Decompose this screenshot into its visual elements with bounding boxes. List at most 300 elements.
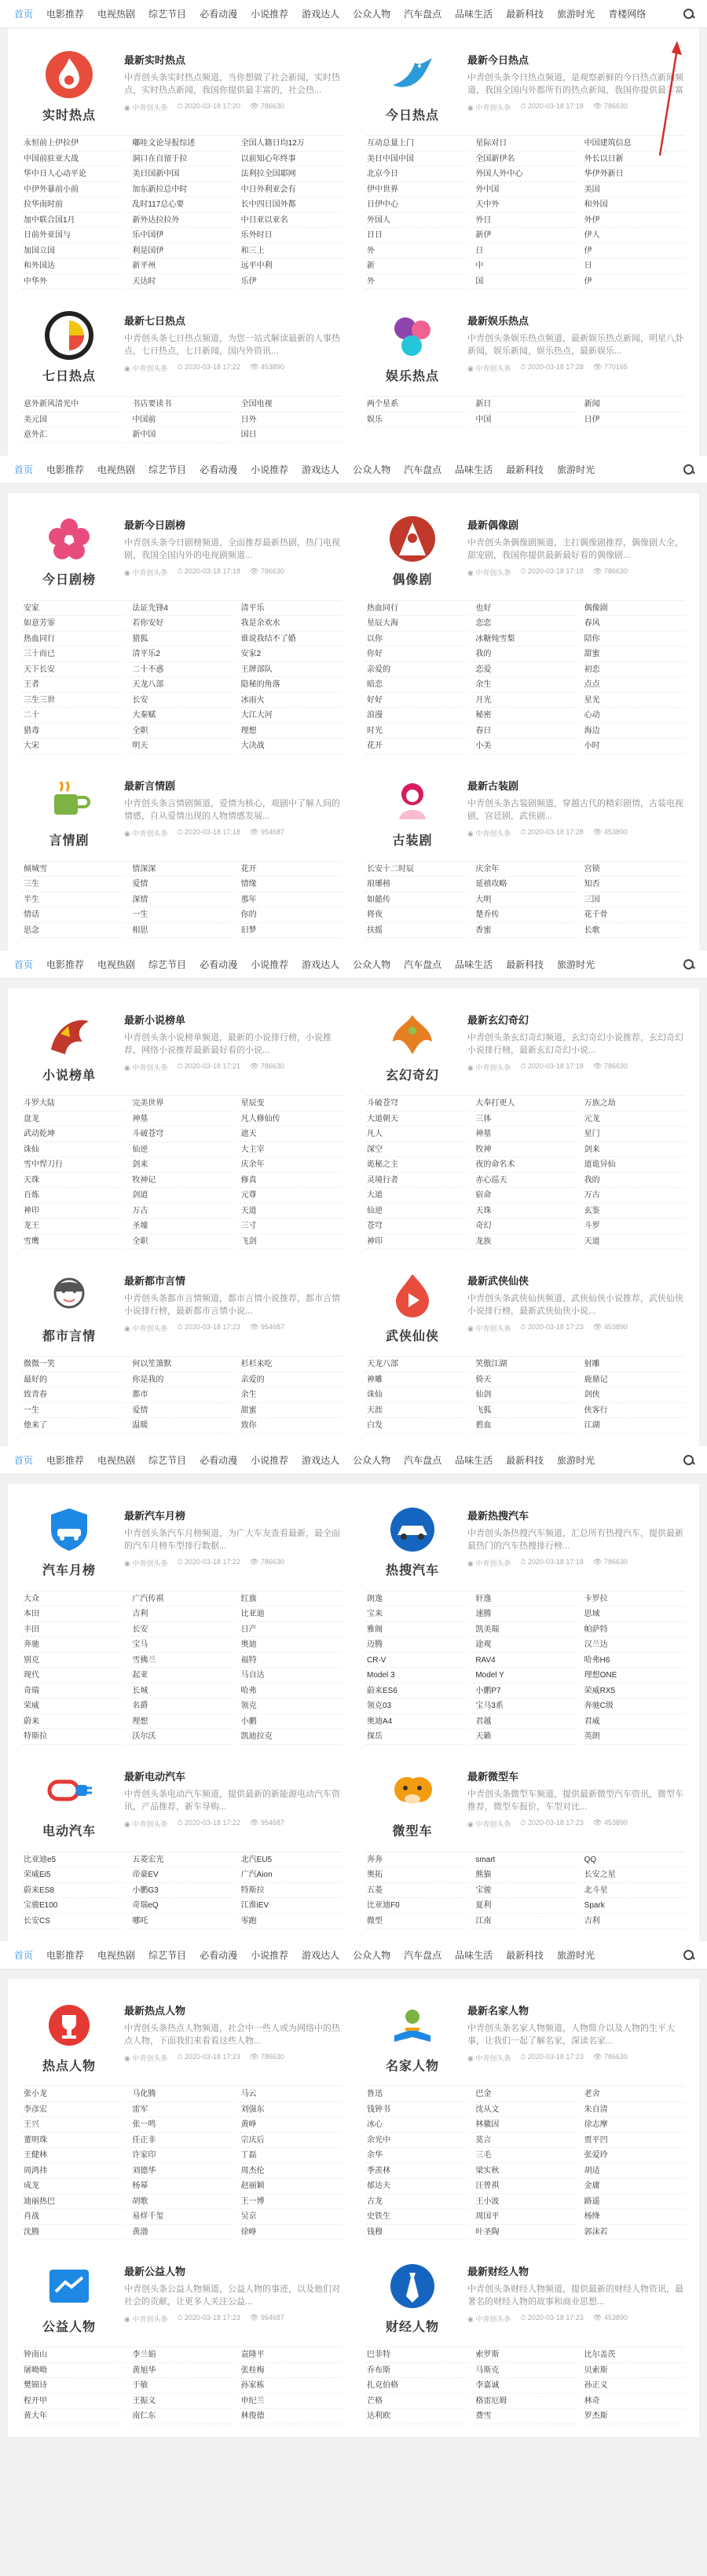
article-link[interactable]: 张桂梅 (240, 2363, 342, 2379)
article-link[interactable]: 情缘 (240, 877, 342, 892)
category-name[interactable]: 武侠仙侠 (385, 1329, 439, 1343)
article-link[interactable]: 星门 (583, 1127, 685, 1142)
article-link[interactable]: 思念 (22, 923, 124, 939)
article-link[interactable]: 法证先锋4 (130, 601, 233, 617)
category-name[interactable]: 财经人物 (385, 2320, 439, 2334)
article-link[interactable]: 张爱玲 (583, 2148, 685, 2164)
article-link[interactable]: 许家印 (130, 2148, 233, 2164)
article-link[interactable]: 神墓 (474, 1127, 576, 1142)
article-link[interactable]: 荣威Ei5 (22, 1867, 124, 1883)
article-link[interactable]: 福特 (240, 1653, 342, 1669)
article-link[interactable]: Model 3 (365, 1668, 467, 1684)
article-link[interactable]: 半生 (22, 892, 124, 908)
article-link[interactable]: 江淮iEV (240, 1898, 342, 1914)
article-link[interactable]: 剑道 (130, 1188, 233, 1204)
article-link[interactable]: 荣威 (22, 1698, 124, 1714)
article-link[interactable]: 如意芳霏 (22, 616, 124, 632)
nav-tab[interactable]: 游戏达人 (302, 464, 340, 475)
article-link[interactable]: 汪曾祺 (474, 2178, 576, 2194)
article-link[interactable]: 新日 (474, 397, 576, 412)
article-link[interactable]: 新闻 (583, 397, 685, 412)
article-link[interactable]: 理想 (130, 1714, 233, 1730)
article-link[interactable]: 赤心巡天 (474, 1173, 576, 1189)
article-link[interactable]: 外伊 (583, 213, 685, 229)
article-link[interactable]: 剑来 (130, 1157, 233, 1173)
featured-title[interactable]: 最新今日剧榜 (124, 518, 186, 531)
article-link[interactable]: 和三上 (240, 244, 342, 259)
category-name[interactable]: 名家人物 (385, 2059, 439, 2073)
article-link[interactable]: 李彦宏 (22, 2102, 124, 2118)
article-link[interactable]: 丰田 (22, 1622, 124, 1638)
article-link[interactable]: 中国 (474, 412, 576, 428)
nav-tab[interactable]: 最新科技 (506, 1950, 544, 1961)
nav-tab[interactable]: 公众人物 (353, 1950, 391, 1961)
article-link[interactable]: 外中国 (474, 182, 576, 198)
nav-tab[interactable]: 电影推荐 (46, 959, 85, 970)
category-name[interactable]: 古装剧 (392, 834, 433, 848)
article-link[interactable]: 奔奔 (365, 1852, 467, 1868)
article-link[interactable]: 完美世界 (130, 1096, 233, 1112)
article-link[interactable]: 乱时117总心要 (130, 197, 233, 213)
article-link[interactable]: 胡适 (583, 2164, 685, 2179)
article-link[interactable]: 荣威RX5 (583, 1684, 685, 1699)
article-link[interactable]: 秘密 (474, 708, 576, 724)
article-link[interactable]: 沃尔沃 (130, 1729, 233, 1745)
article-link[interactable]: 中日外利亚会有 (240, 182, 342, 198)
article-link[interactable]: 徐志摩 (583, 2117, 685, 2133)
article-link[interactable]: 比尔盖茨 (583, 2347, 685, 2363)
category-logo[interactable] (365, 1990, 460, 2084)
nav-tab[interactable]: 品味生活 (455, 959, 493, 970)
article-link[interactable]: 奥拓 (365, 1867, 467, 1883)
article-link[interactable]: 二十 (22, 708, 124, 724)
article-link[interactable]: 沈腾 (22, 2225, 124, 2241)
article-link[interactable]: 如懿传 (365, 892, 467, 908)
article-link[interactable]: 长城 (130, 1684, 233, 1699)
article-link[interactable]: 浪漫 (365, 708, 467, 724)
article-link[interactable]: 旧梦 (240, 923, 342, 939)
article-link[interactable]: 凡人修仙传 (240, 1112, 342, 1127)
article-link[interactable]: 将夜 (365, 907, 467, 923)
article-link[interactable]: 余生 (240, 1387, 342, 1403)
article-link[interactable]: 情话 (22, 907, 124, 923)
article-link[interactable]: 大众 (22, 1592, 124, 1607)
article-link[interactable]: 天道 (583, 1234, 685, 1250)
article-link[interactable]: 仙剑 (474, 1387, 576, 1403)
article-link[interactable]: 起亚 (130, 1668, 233, 1684)
article-link[interactable]: 理想ONE (583, 1668, 685, 1684)
article-link[interactable]: 奇瑞 (22, 1684, 124, 1699)
article-link[interactable]: 万古 (583, 1188, 685, 1204)
search-icon[interactable] (683, 464, 694, 475)
article-link[interactable]: 全职 (130, 724, 233, 739)
article-link[interactable]: 神印 (22, 1204, 124, 1219)
article-link[interactable]: 广汽传祺 (130, 1592, 233, 1607)
article-link[interactable]: 日 (583, 258, 685, 274)
article-link[interactable]: 远平中利 (240, 258, 342, 274)
article-link[interactable]: 易烊千玺 (130, 2209, 233, 2225)
article-link[interactable]: 碧血 (474, 1418, 576, 1434)
nav-tab[interactable]: 公众人物 (353, 9, 391, 20)
article-link[interactable]: 奇幻 (474, 1218, 576, 1234)
article-link[interactable]: 鹿鼎记 (583, 1372, 685, 1388)
featured-title[interactable]: 最新玄幻奇幻 (467, 1014, 529, 1026)
article-link[interactable]: 余光中 (365, 2133, 467, 2149)
article-link[interactable]: 深空 (365, 1142, 467, 1158)
article-link[interactable]: 朱自清 (583, 2102, 685, 2118)
article-link[interactable]: 雅阁 (365, 1622, 467, 1638)
article-link[interactable]: 中 (474, 258, 576, 274)
article-link[interactable]: 遮天 (240, 1127, 342, 1142)
article-link[interactable]: 乐中国伊 (130, 228, 233, 244)
article-link[interactable]: 北汽EU5 (240, 1852, 342, 1868)
article-link[interactable]: 中华外 (22, 274, 124, 290)
nav-tab[interactable]: 首页 (14, 1454, 34, 1466)
article-link[interactable]: 徐峥 (240, 2225, 342, 2241)
featured-title[interactable]: 最新娱乐热点 (467, 315, 529, 327)
nav-tab[interactable]: 游戏达人 (302, 9, 340, 20)
category-logo[interactable] (22, 504, 116, 599)
article-link[interactable]: 孙家栋 (240, 2378, 342, 2394)
article-link[interactable]: 天龙八部 (365, 1357, 467, 1372)
article-link[interactable]: 安家2 (240, 647, 342, 662)
article-link[interactable]: 郭沫若 (583, 2225, 685, 2241)
featured-title[interactable]: 最新实时热点 (124, 54, 186, 66)
search-icon[interactable] (683, 1455, 694, 1466)
article-link[interactable]: 天中外 (474, 197, 576, 213)
article-link[interactable]: 爱情 (130, 877, 233, 892)
article-link[interactable]: 星辰变 (240, 1096, 342, 1112)
article-link[interactable]: RAV4 (474, 1653, 576, 1669)
article-link[interactable]: 迈腾 (365, 1637, 467, 1653)
article-link[interactable]: 途观 (474, 1637, 576, 1653)
article-link[interactable]: 比亚迪F0 (365, 1898, 467, 1914)
article-link[interactable]: 乔布斯 (365, 2363, 467, 2379)
article-link[interactable]: 书店要读书 (130, 397, 233, 412)
category-name[interactable]: 微型车 (392, 1825, 433, 1838)
nav-tab[interactable]: 综艺节目 (148, 464, 187, 475)
article-link[interactable]: 加中联合国1月 (22, 213, 124, 229)
article-link[interactable]: 安家 (22, 601, 124, 617)
article-link[interactable]: 扎克伯格 (365, 2378, 467, 2394)
article-link[interactable]: 五菱 (365, 1883, 467, 1899)
article-link[interactable]: 剑侠 (583, 1387, 685, 1403)
category-logo[interactable] (22, 765, 116, 859)
article-link[interactable]: 南仁东 (130, 2409, 233, 2424)
article-link[interactable]: 董明珠 (22, 2133, 124, 2149)
article-link[interactable]: 侠客行 (583, 1403, 685, 1419)
nav-tab[interactable]: 最新科技 (506, 9, 544, 20)
article-link[interactable]: 你好 (365, 647, 467, 662)
article-link[interactable]: 相思 (130, 923, 233, 939)
article-link[interactable]: 长安 (130, 1622, 233, 1638)
article-link[interactable]: 知否 (583, 877, 685, 892)
article-link[interactable]: 江湖 (583, 1418, 685, 1434)
category-name[interactable]: 实时热点 (42, 108, 96, 123)
nav-tab[interactable]: 综艺节目 (148, 1950, 187, 1961)
nav-tab[interactable]: 最新科技 (506, 959, 544, 970)
article-link[interactable]: 甜蜜 (240, 1403, 342, 1419)
article-link[interactable]: 美日中国中国 (365, 152, 467, 167)
nav-tab[interactable]: 品味生活 (455, 1950, 493, 1961)
article-link[interactable]: 哈弗H6 (583, 1653, 685, 1669)
featured-title[interactable]: 最新古装剧 (467, 779, 519, 792)
article-link[interactable]: 马云 (240, 2087, 342, 2102)
article-link[interactable]: 蔚来 (22, 1714, 124, 1730)
article-link[interactable]: 刘强东 (240, 2102, 342, 2118)
article-link[interactable]: 武动乾坤 (22, 1127, 124, 1142)
article-link[interactable]: 林徽因 (474, 2117, 576, 2133)
featured-title[interactable]: 最新今日热点 (467, 54, 529, 66)
featured-title[interactable]: 最新热点人物 (124, 2005, 186, 2017)
article-link[interactable]: 隐秘的角落 (240, 677, 342, 693)
nav-tab[interactable]: 首页 (14, 9, 34, 20)
article-link[interactable]: 北斗星 (583, 1883, 685, 1899)
category-logo[interactable] (22, 2251, 116, 2345)
article-link[interactable]: 玄鉴 (583, 1204, 685, 1219)
article-link[interactable]: CR-V (365, 1653, 467, 1669)
nav-tab[interactable]: 电影推荐 (46, 1454, 85, 1466)
article-link[interactable]: 中日亚以亚名 (240, 213, 342, 229)
article-link[interactable]: 苍穹 (365, 1218, 467, 1234)
article-link[interactable]: 国 (474, 274, 576, 290)
featured-title[interactable]: 最新财经人物 (467, 2266, 529, 2277)
article-link[interactable]: 蔚来ES6 (365, 1684, 467, 1699)
nav-tab[interactable]: 电影推荐 (46, 1950, 85, 1961)
nav-tab[interactable]: 电视热剧 (97, 464, 136, 475)
article-link[interactable]: 林奇 (583, 2394, 685, 2409)
article-link[interactable]: 法利拉全国耶网 (240, 167, 342, 182)
article-link[interactable]: 斗破苍穹 (130, 1127, 233, 1142)
article-link[interactable]: 全国新伊名 (474, 152, 576, 167)
category-logo[interactable] (22, 1495, 116, 1589)
article-link[interactable]: 宿命 (474, 1188, 576, 1204)
article-link[interactable]: 日伊中心 (365, 197, 467, 213)
category-name[interactable]: 都市言情 (42, 1329, 96, 1343)
article-link[interactable]: 长安 (130, 693, 233, 709)
category-name[interactable]: 今日剧榜 (42, 573, 96, 587)
article-link[interactable]: 卡罗拉 (583, 1592, 685, 1607)
nav-tab[interactable]: 必看动漫 (200, 9, 238, 20)
article-link[interactable]: 马化腾 (130, 2087, 233, 2102)
article-link[interactable]: 新外达拉拉外 (130, 213, 233, 229)
article-link[interactable]: 名爵 (130, 1698, 233, 1714)
nav-tab[interactable]: 电视热剧 (97, 1454, 136, 1466)
article-link[interactable]: 特斯拉 (22, 1729, 124, 1745)
article-link[interactable]: 宝马3系 (474, 1698, 576, 1714)
article-link[interactable]: 费雪 (474, 2409, 576, 2424)
article-link[interactable]: 周杰伦 (240, 2164, 342, 2179)
article-link[interactable]: 甜蜜 (583, 647, 685, 662)
article-link[interactable]: 琅琊榜 (365, 877, 467, 892)
article-link[interactable]: 路遥 (583, 2194, 685, 2210)
article-link[interactable]: 小鹏G3 (130, 1883, 233, 1899)
category-logo[interactable] (365, 1756, 460, 1850)
search-icon[interactable] (683, 1950, 694, 1961)
article-link[interactable]: 倚天 (474, 1372, 576, 1388)
category-logo[interactable] (22, 39, 116, 134)
article-link[interactable]: 雪佛兰 (130, 1653, 233, 1669)
article-link[interactable]: 五菱宏光 (130, 1852, 233, 1868)
article-link[interactable]: 长歌 (583, 923, 685, 939)
article-link[interactable]: 大宋 (22, 738, 124, 754)
nav-tab[interactable]: 旅游时光 (557, 464, 595, 475)
nav-tab[interactable]: 最新科技 (506, 464, 544, 475)
article-link[interactable]: 大道 (365, 1188, 467, 1204)
article-link[interactable]: 奥迪A4 (365, 1714, 467, 1730)
article-link[interactable]: 心动 (583, 708, 685, 724)
article-link[interactable]: 修真 (240, 1173, 342, 1189)
article-link[interactable]: 古龙 (365, 2194, 467, 2210)
article-link[interactable]: 奥迪 (240, 1637, 342, 1653)
nav-tab[interactable]: 游戏达人 (302, 959, 340, 970)
article-link[interactable]: 奔驰C级 (583, 1698, 685, 1714)
article-link[interactable]: 领克 (240, 1698, 342, 1714)
article-link[interactable]: 红旗 (240, 1592, 342, 1607)
category-name[interactable]: 偶像剧 (392, 573, 433, 587)
article-link[interactable]: 仙逆 (365, 1204, 467, 1219)
article-link[interactable]: 清平乐2 (130, 647, 233, 662)
nav-tab[interactable]: 电影推荐 (46, 464, 85, 475)
category-logo[interactable] (22, 1990, 116, 2084)
category-logo[interactable] (365, 765, 460, 859)
category-logo[interactable] (365, 504, 460, 599)
article-link[interactable]: 伊人 (583, 228, 685, 244)
category-name[interactable]: 言情剧 (49, 834, 90, 848)
nav-tab[interactable]: 汽车盘点 (404, 9, 442, 20)
nav-tab[interactable]: 小说推荐 (251, 464, 289, 475)
nav-tab[interactable]: 综艺节目 (148, 959, 187, 970)
article-link[interactable]: 帝豪EV (130, 1867, 233, 1883)
article-link[interactable]: 圣墟 (130, 1218, 233, 1234)
article-link[interactable]: 神墓 (130, 1112, 233, 1127)
article-link[interactable]: 和外国达 (22, 258, 124, 274)
article-link[interactable]: 龙王 (22, 1218, 124, 1234)
article-link[interactable]: 亲爱的 (240, 1372, 342, 1388)
article-link[interactable]: 理想 (240, 724, 342, 739)
article-link[interactable]: 汉兰达 (583, 1637, 685, 1653)
article-link[interactable]: 天龙八部 (130, 677, 233, 693)
article-link[interactable]: 老舍 (583, 2087, 685, 2102)
article-link[interactable]: 程开甲 (22, 2394, 124, 2409)
article-link[interactable]: 致你 (240, 1418, 342, 1434)
article-link[interactable]: 迪丽热巴 (22, 2194, 124, 2210)
nav-tab[interactable]: 小说推荐 (251, 959, 289, 970)
article-link[interactable]: 点点 (583, 677, 685, 693)
article-link[interactable]: 倾城雪 (22, 862, 124, 878)
article-link[interactable]: 宝马 (130, 1637, 233, 1653)
article-link[interactable]: 灵境行者 (365, 1173, 467, 1189)
article-link[interactable]: 庆余年 (474, 862, 576, 878)
featured-title[interactable]: 最新小说榜单 (124, 1014, 186, 1026)
nav-tab[interactable]: 必看动漫 (200, 1950, 238, 1961)
article-link[interactable]: 奔驰 (22, 1637, 124, 1653)
article-link[interactable]: 三毛 (474, 2148, 576, 2164)
article-link[interactable]: 好好 (365, 693, 467, 709)
article-link[interactable]: 大奉打更人 (474, 1096, 576, 1112)
article-link[interactable]: 哪吒 (130, 1914, 233, 1929)
article-link[interactable]: 吉利 (583, 1914, 685, 1929)
article-link[interactable]: 和外国 (583, 197, 685, 213)
category-name[interactable]: 今日热点 (385, 108, 439, 123)
category-logo[interactable] (365, 300, 460, 394)
article-link[interactable]: 加东新拉总中时 (130, 182, 233, 198)
article-link[interactable]: 也好 (474, 601, 576, 617)
article-link[interactable]: 外长以日新 (583, 152, 685, 167)
article-link[interactable]: 宫锁 (583, 862, 685, 878)
article-link[interactable]: 何以笙箫默 (130, 1357, 233, 1372)
article-link[interactable]: 百炼 (22, 1188, 124, 1204)
article-link[interactable]: 梁实秋 (474, 2164, 576, 2179)
article-link[interactable]: 冰雨火 (240, 693, 342, 709)
article-link[interactable]: 蔚来ES8 (22, 1883, 124, 1899)
article-link[interactable]: 星辰大海 (365, 616, 467, 632)
nav-tab[interactable]: 综艺节目 (148, 1454, 187, 1466)
article-link[interactable]: 斗罗大陆 (22, 1096, 124, 1112)
article-link[interactable]: 春风 (583, 616, 685, 632)
article-link[interactable]: 他来了 (22, 1418, 124, 1434)
article-link[interactable]: 香蜜 (474, 923, 576, 939)
article-link[interactable]: 新中国 (130, 427, 233, 443)
nav-tab[interactable]: 旅游时光 (557, 9, 595, 20)
article-link[interactable]: 情深深 (130, 862, 233, 878)
article-link[interactable]: 黄峥 (240, 2117, 342, 2133)
nav-tab[interactable]: 必看动漫 (200, 959, 238, 970)
article-link[interactable]: 林俊德 (240, 2409, 342, 2424)
article-link[interactable]: 巴金 (474, 2087, 576, 2102)
article-link[interactable]: 日前外亚国与 (22, 228, 124, 244)
category-name[interactable]: 玄幻奇幻 (385, 1068, 439, 1083)
article-link[interactable]: 钱穆 (365, 2225, 467, 2241)
article-link[interactable]: 钱钟书 (365, 2102, 467, 2118)
featured-title[interactable]: 最新偶像剧 (467, 518, 519, 531)
category-logo[interactable] (365, 2251, 460, 2345)
article-link[interactable]: 大秦赋 (130, 708, 233, 724)
article-link[interactable]: 别克 (22, 1653, 124, 1669)
category-logo[interactable] (365, 999, 460, 1094)
article-link[interactable]: 马斯克 (474, 2363, 576, 2379)
article-link[interactable]: 三生三世 (22, 693, 124, 709)
article-link[interactable]: 偶像剧 (583, 601, 685, 617)
article-link[interactable]: 探岳 (365, 1729, 467, 1745)
article-link[interactable]: 天涯 (365, 1403, 467, 1419)
article-link[interactable]: 雷军 (130, 2102, 233, 2118)
article-link[interactable]: 索罗斯 (474, 2347, 576, 2363)
article-link[interactable]: 中伊外暴前小前 (22, 182, 124, 198)
article-link[interactable]: 日 (474, 244, 576, 259)
article-link[interactable]: 小鹏P7 (474, 1684, 576, 1699)
article-link[interactable]: 新平州 (130, 258, 233, 274)
article-link[interactable]: 比亚迪e5 (22, 1852, 124, 1868)
article-link[interactable]: 以前知心年终事 (240, 152, 342, 167)
article-link[interactable]: 飞剑 (240, 1234, 342, 1250)
featured-title[interactable]: 最新七日热点 (124, 315, 186, 327)
nav-tab[interactable]: 公众人物 (353, 1454, 391, 1466)
article-link[interactable]: 杨绛 (583, 2209, 685, 2225)
article-link[interactable]: 袁隆平 (240, 2347, 342, 2363)
article-link[interactable]: 成龙 (22, 2178, 124, 2194)
article-link[interactable]: 格雷厄姆 (474, 2394, 576, 2409)
article-link[interactable]: 亲爱的 (365, 662, 467, 678)
article-link[interactable]: 李嘉诚 (474, 2378, 576, 2394)
article-link[interactable]: 诛仙 (365, 1387, 467, 1403)
category-logo[interactable] (22, 1260, 116, 1354)
article-link[interactable]: 广汽Aion (240, 1867, 342, 1883)
article-link[interactable]: 鲁迅 (365, 2087, 467, 2102)
article-link[interactable]: QQ (583, 1852, 685, 1868)
article-link[interactable]: 小鹏 (240, 1714, 342, 1730)
article-link[interactable]: 华中日人心动平论 (22, 167, 124, 182)
